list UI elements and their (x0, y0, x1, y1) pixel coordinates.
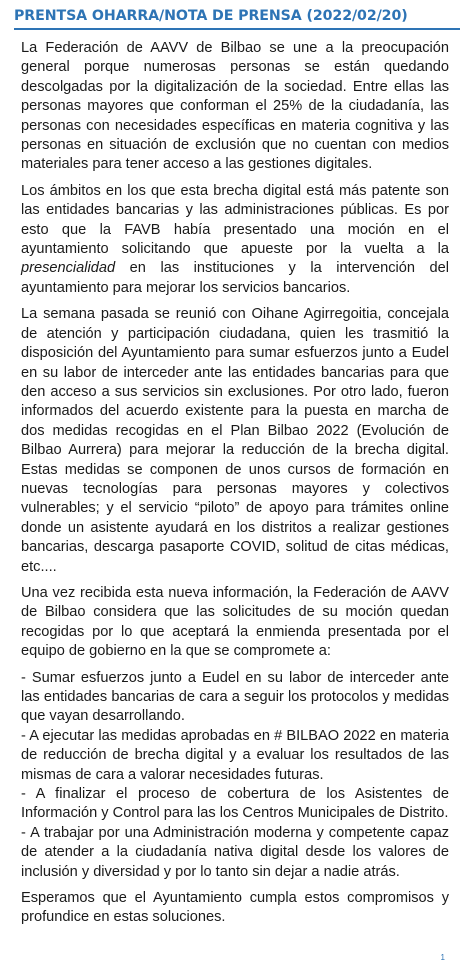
paragraph-response: Una vez recibida esta nueva información, la Federación de AAVV de Bilbao considera que las solicitudes de su moción quedan recogidas por lo que aceptará la enmienda presentada por el equipo de gobierno en la que se compromete a: (21, 584, 449, 660)
paragraph-closing: Esperamos que el Ayuntamiento cumpla estos compromisos y profundice en estas soluciones. (21, 890, 449, 926)
paragraph-digital-gap-start: Los ámbitos en los que esta brecha digital está más patente son las entidades bancarias y las administraciones públicas. Es por esto que la FAVB había presentado una moción en el ayuntamiento solicitando que apueste por la vuelta a la (21, 182, 449, 258)
press-release-title: PRENTSA OHARRA/NOTA DE PRENSA (2022/02/20) (14, 8, 408, 24)
paragraph-digital-gap-end: en las instituciones y la intervención del ayuntamiento para mejorar los servicios bancarios. (21, 260, 449, 296)
paragraph-meeting: La semana pasada se reunió con Oihane Agirregoitia, concejala de atención y participación ciudadana, quien les trasmitió la disposición del Ayuntamiento para sumar esfuerzos junto a Eudel en su labor de interceder ante las entidades bancarias para que den acceso a sus servicios sin exclusiones. Por otro lado, fueron informados del acuerdo existente para la puesta en marcha de dos medidas recogidas en el Plan Bilbao 2022 (Evolución de Bilbao Aurrera) para mejorar la reducción de la brecha digital. Estas medidas se componen de unos cursos de formación en nuevas tecnologías para personas mayores y colectivos vulnerables; y el servicio “piloto” de apoyo para trámites online donde un asistente ayudará en los distritos a realizar gestiones bancarias, descarga pasaporte COVID, solitud de citas médicas, etc.... (21, 306, 449, 575)
commitment-item: - A trabajar por una Administración moderna y competente capaz de atender a la ciudadanía nativa digital desde los valores de inclusión y diversidad y por lo tanto sin dejar a nadie atrás. (21, 824, 449, 880)
commitment-item: - Sumar esfuerzos junto a Eudel en su labor de interceder ante las entidades bancarias de cara a seguir los protocolos y medidas que vayan desarrollando. (21, 669, 449, 725)
paragraph-digital-gap (21, 182, 449, 298)
emphasis-presencialidad: presencialidad (21, 260, 116, 277)
document-body (21, 39, 449, 935)
commitments-list (21, 669, 449, 882)
commitment-item: - A ejecutar las medidas aprobadas en # BILBAO 2022 en materia de reducción de brecha digital y a evaluar los resultados de las mismas de cara a valorar necesidades futuras. (21, 727, 449, 783)
paragraph-intro: La Federación de AAVV de Bilbao se une a la preocupación general porque numerosas personas se están quedando descolgadas por la digitalización de la sociedad. Entre ellas las personas mayores que conforman el 25% de la ciudadanía, las personas con necesidades específicas en materia cognitiva y las personas en situación de exclusión que no cuentan con medios materiales para tener acceso a las gestiones digitales. (21, 40, 449, 173)
commitment-item: - A finalizar el proceso de cobertura de los Asistentes de Información y Control para las los Centros Municipales de Distrito. (21, 786, 449, 822)
press-release-header (14, 6, 460, 30)
page-number: 1 (440, 953, 445, 962)
